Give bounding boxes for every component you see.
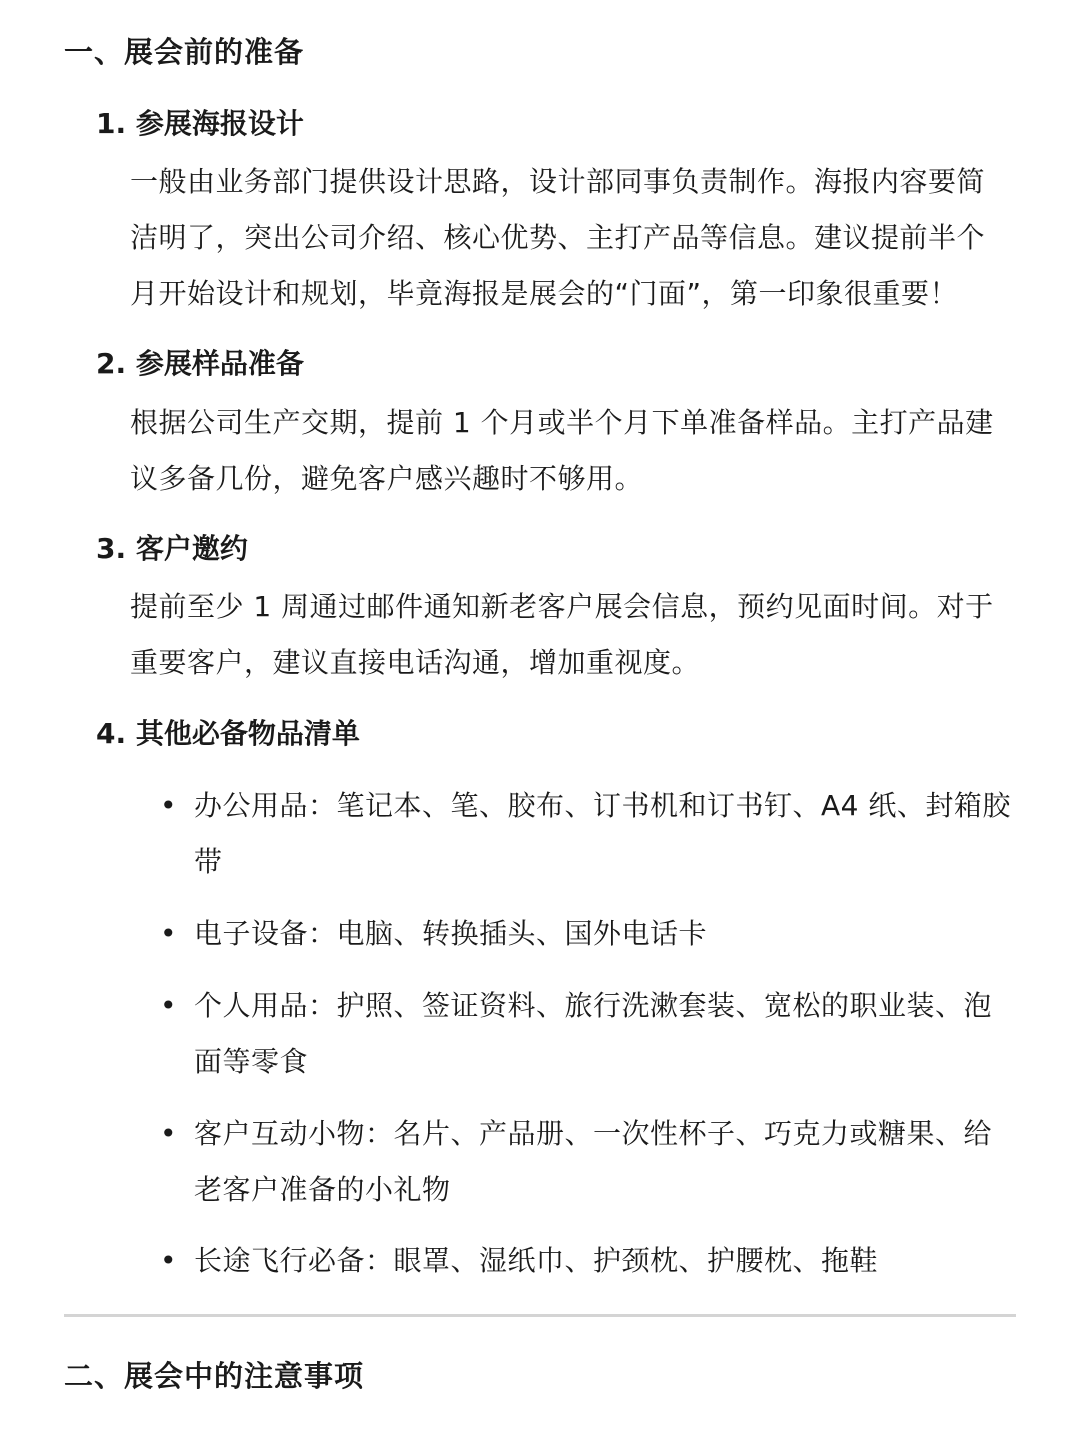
bullet-text-client-gifts: 客户互动小物：名片、产品册、一次性杯子、巧克力或糖果、给老客户准备的小礼物	[194, 1117, 993, 1206]
section-title-during-exhibition: 二、展会中的注意事项	[64, 1359, 365, 1393]
bullet-icon: •	[160, 1244, 177, 1277]
bullet-text-electronics: 电子设备：电脑、转换插头、国外电话卡	[194, 917, 708, 950]
item-heading-client-invitation: 3. 客户邀约	[96, 532, 248, 565]
list-item	[160, 906, 1020, 962]
section-title-before-exhibition: 一、展会前的准备	[64, 35, 305, 69]
item-body-sample-prep: 根据公司生产交期，提前 1 个月或半个月下单准备样品。主打产品建议多备几份，避免客户感兴趣时不够用。	[130, 406, 994, 495]
item-heading-poster-design: 1. 参展海报设计	[96, 107, 304, 140]
item-heading-sample-prep: 2. 参展样品准备	[96, 347, 304, 380]
bullet-icon: •	[160, 917, 177, 950]
bullet-icon: •	[160, 1117, 177, 1150]
section-divider	[64, 1314, 1016, 1317]
bullet-icon: •	[160, 789, 177, 822]
bullet-text-office-supplies: 办公用品：笔记本、笔、胶布、订书机和订书钉、A4 纸、封箱胶带	[194, 789, 1011, 878]
item-body-poster-design: 一般由业务部门提供设计思路，设计部同事负责制作。海报内容要简洁明了，突出公司介绍、核心优势、主打产品等信息。建议提前半个月开始设计和规划，毕竟海报是展会的“门面”，第一印象很重要！	[130, 165, 986, 310]
item-heading-checklist: 4. 其他必备物品清单	[96, 717, 360, 750]
bullet-icon: •	[160, 989, 177, 1022]
bullet-text-flight-essentials: 长途飞行必备：眼罩、湿纸巾、护颈枕、护腰枕、拖鞋	[194, 1244, 879, 1277]
item-body-client-invitation: 提前至少 1 周通过邮件通知新老客户展会信息，预约见面时间。对于重要客户，建议直接电话沟通，增加重视度。	[130, 590, 994, 679]
bullet-text-personal-items: 个人用品：护照、签证资料、旅行洗漱套装、宽松的职业装、泡面等零食	[194, 989, 993, 1078]
list-item	[160, 978, 1020, 1090]
list-item	[160, 1233, 1020, 1289]
list-item	[160, 1106, 1020, 1218]
list-item	[160, 778, 1020, 890]
